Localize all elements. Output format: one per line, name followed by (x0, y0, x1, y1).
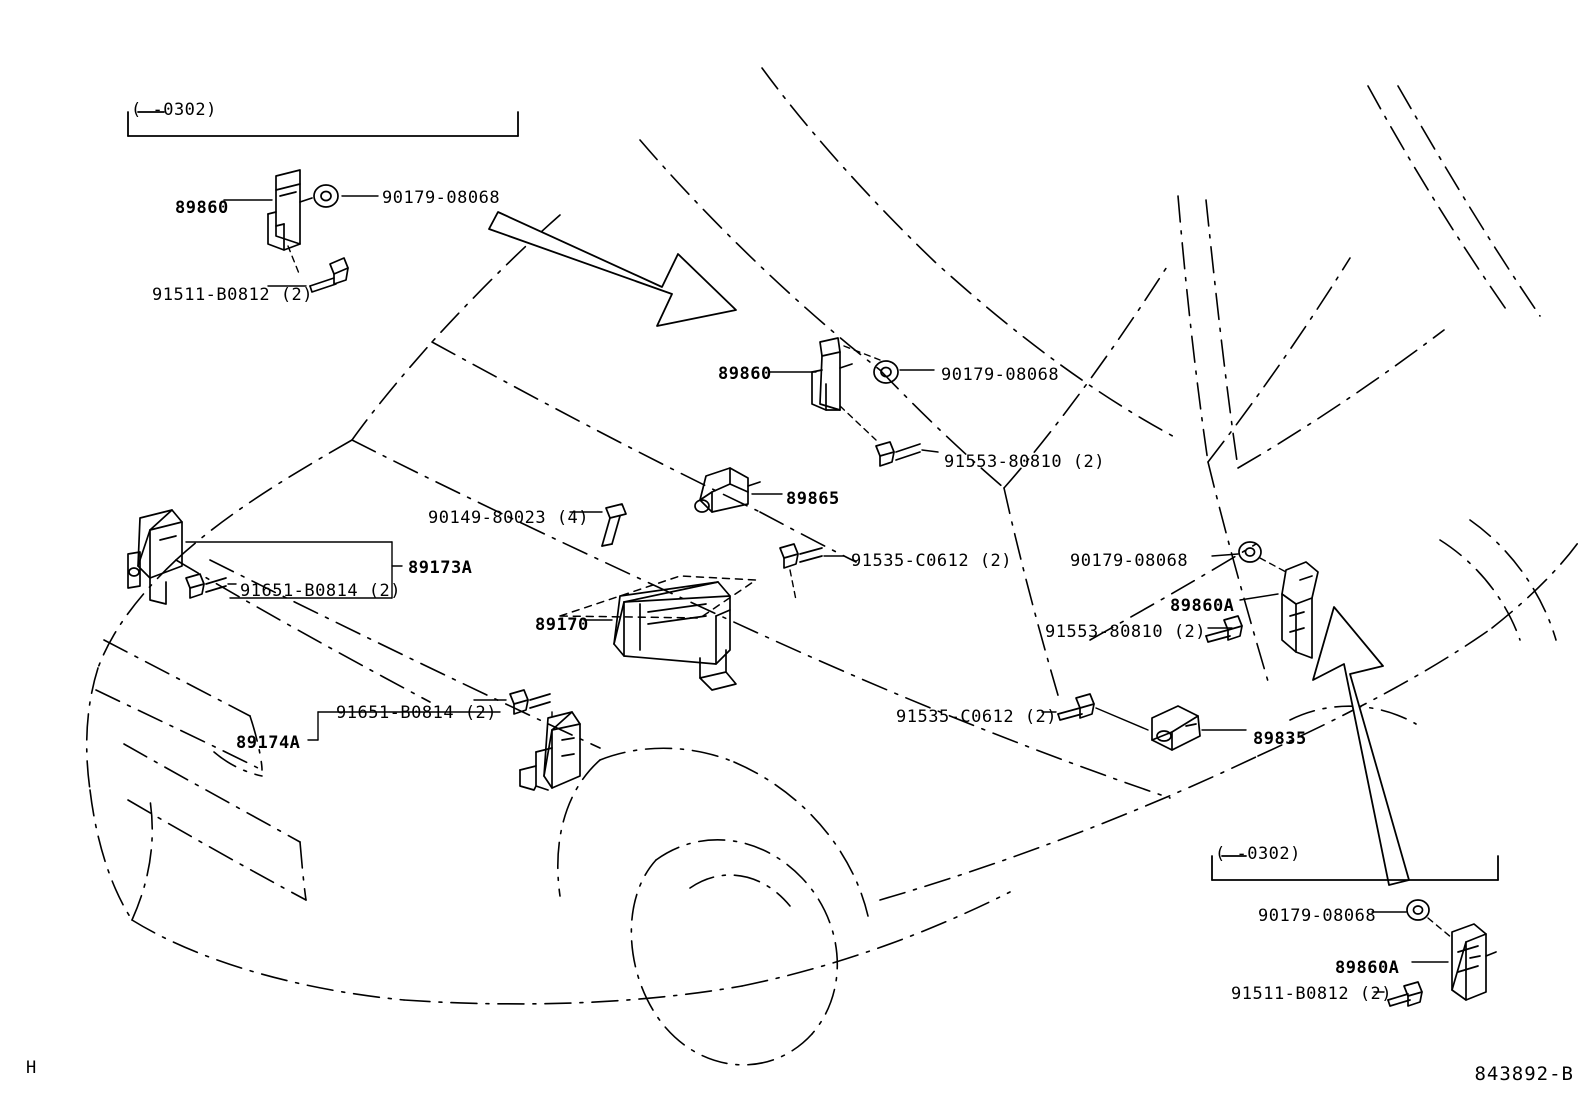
callout-90179-08068-right: 90179-08068 (1070, 551, 1189, 571)
figure-number: 843892-B (1474, 1063, 1574, 1085)
callout-89860-center: 89860 (718, 364, 772, 384)
callout-91535-C0612-right: 91535-C0612 (2) (896, 707, 1058, 727)
callout-90149-80023: 90149-80023 (4) (428, 508, 590, 528)
callout-91553-80810-right: 91553-80810 (2) (1045, 622, 1207, 642)
callout-91511-B0812-top-left: 91511-B0812 (2) (152, 285, 314, 305)
callout-89860-top-left: 89860 (175, 198, 229, 218)
callout-91651-B0814-upper: 91651-B0814 (2) (240, 581, 402, 601)
callout-89865: 89865 (786, 489, 840, 509)
callout-91651-B0814-lower: 91651-B0814 (2) (336, 703, 498, 723)
group-note-top-left: ( -0302) (131, 100, 217, 120)
callout-89173A: 89173A (408, 558, 473, 578)
callout-91535-C0612-center: 91535-C0612 (2) (851, 551, 1013, 571)
callout-91511-B0812-bottom-right: 91511-B0812 (2) (1231, 984, 1393, 1004)
callout-89860A-bottom-right: 89860A (1335, 958, 1400, 978)
callout-89170: 89170 (535, 615, 589, 635)
callout-90179-08068-top-left: 90179-08068 (382, 188, 501, 208)
callout-89835: 89835 (1253, 729, 1307, 749)
sheet-mark: H (26, 1058, 37, 1078)
callout-90179-08068-center: 90179-08068 (941, 365, 1060, 385)
callout-89174A: 89174A (236, 733, 301, 753)
callout-91553-80810-center: 91553-80810 (2) (944, 452, 1106, 472)
callout-89860A-right: 89860A (1170, 596, 1235, 616)
group-note-bottom-right: ( -0302) (1215, 844, 1301, 864)
callout-90179-08068-bottom-right: 90179-08068 (1258, 906, 1377, 926)
